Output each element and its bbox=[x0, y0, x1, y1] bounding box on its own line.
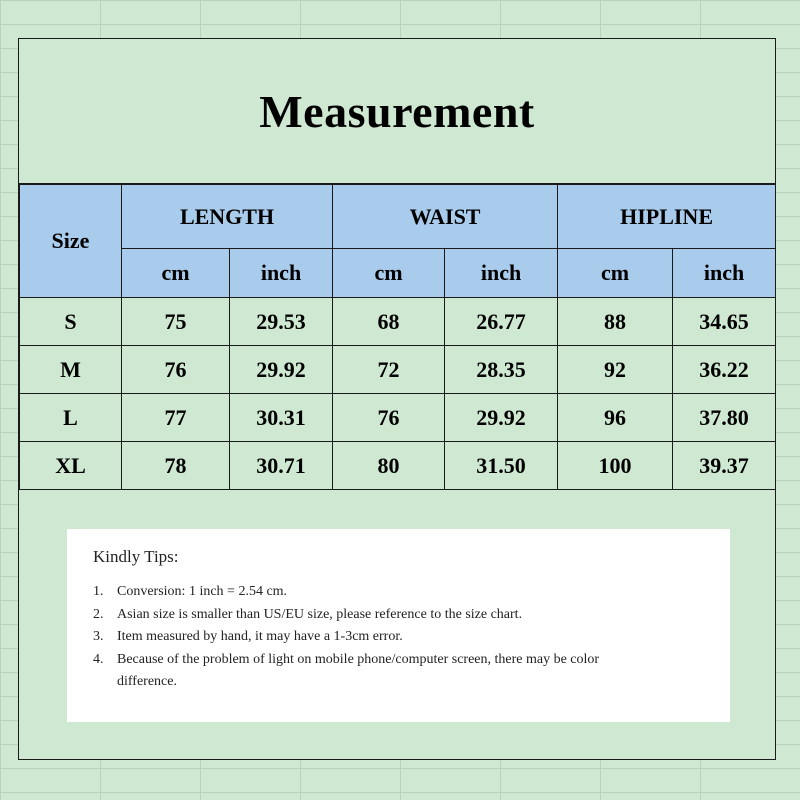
tip-text: Conversion: 1 inch = 2.54 cm. bbox=[117, 584, 288, 599]
kindly-tips-box bbox=[67, 529, 730, 722]
size-cell: S bbox=[20, 298, 122, 346]
tip-item bbox=[93, 649, 637, 694]
size-cell: M bbox=[20, 346, 122, 394]
table-cell: 100 bbox=[558, 442, 673, 490]
table-cell: 68 bbox=[333, 298, 445, 346]
size-cell: L bbox=[20, 394, 122, 442]
table-cell: 37.80 bbox=[673, 394, 776, 442]
table-cell: 75 bbox=[122, 298, 230, 346]
size-chart-table bbox=[19, 184, 776, 490]
tip-item bbox=[93, 626, 637, 649]
header-row-groups bbox=[20, 185, 776, 249]
table-row bbox=[20, 298, 776, 346]
table-cell: 30.71 bbox=[230, 442, 333, 490]
table-cell: 26.77 bbox=[445, 298, 558, 346]
table-row bbox=[20, 394, 776, 442]
tips-title: Kindly Tips: bbox=[93, 547, 179, 566]
tip-number: 1. bbox=[93, 584, 104, 599]
table-cell: 28.35 bbox=[445, 346, 558, 394]
page-title: Measurement bbox=[19, 39, 775, 184]
tip-number: 2. bbox=[93, 606, 104, 622]
table-cell: 88 bbox=[558, 298, 673, 346]
length-group-header: LENGTH bbox=[122, 185, 333, 249]
tip-item bbox=[93, 604, 637, 627]
unit-header: inch bbox=[445, 249, 558, 298]
measurement-frame bbox=[18, 38, 776, 760]
table-cell: 80 bbox=[333, 442, 445, 490]
unit-header: inch bbox=[673, 249, 776, 298]
unit-header: cm bbox=[558, 249, 673, 298]
unit-header: cm bbox=[122, 249, 230, 298]
size-column-header: Size bbox=[20, 185, 122, 298]
table-cell: 36.22 bbox=[673, 346, 776, 394]
table-cell: 92 bbox=[558, 346, 673, 394]
table-cell: 39.37 bbox=[673, 442, 776, 490]
size-cell: XL bbox=[20, 442, 122, 490]
table-cell: 96 bbox=[558, 394, 673, 442]
table-cell: 31.50 bbox=[445, 442, 558, 490]
tip-text: Item measured by hand, it may have a 1-3cm error. bbox=[117, 629, 403, 644]
table-cell: 34.65 bbox=[673, 298, 776, 346]
tip-text: Because of the problem of light on mobile phone/computer screen, there may be color difference. bbox=[117, 651, 600, 689]
waist-group-header: WAIST bbox=[333, 185, 558, 249]
table-cell: 29.92 bbox=[445, 394, 558, 442]
table-row bbox=[20, 442, 776, 490]
table-cell: 72 bbox=[333, 346, 445, 394]
table-cell: 30.31 bbox=[230, 394, 333, 442]
header-row-units bbox=[20, 249, 776, 298]
table-cell: 29.53 bbox=[230, 298, 333, 346]
table-cell: 76 bbox=[122, 346, 230, 394]
tip-text: Asian size is smaller than US/EU size, please reference to the size chart. bbox=[117, 606, 523, 622]
table-row bbox=[20, 346, 776, 394]
tip-number: 4. bbox=[93, 651, 104, 667]
table-cell: 77 bbox=[122, 394, 230, 442]
table-cell: 78 bbox=[122, 442, 230, 490]
unit-header: inch bbox=[230, 249, 333, 298]
tip-number: 3. bbox=[93, 629, 104, 644]
table-cell: 29.92 bbox=[230, 346, 333, 394]
table-cell: 76 bbox=[333, 394, 445, 442]
unit-header: cm bbox=[333, 249, 445, 298]
tip-item bbox=[93, 581, 637, 604]
tips-list bbox=[93, 581, 730, 694]
hipline-group-header: HIPLINE bbox=[558, 185, 776, 249]
